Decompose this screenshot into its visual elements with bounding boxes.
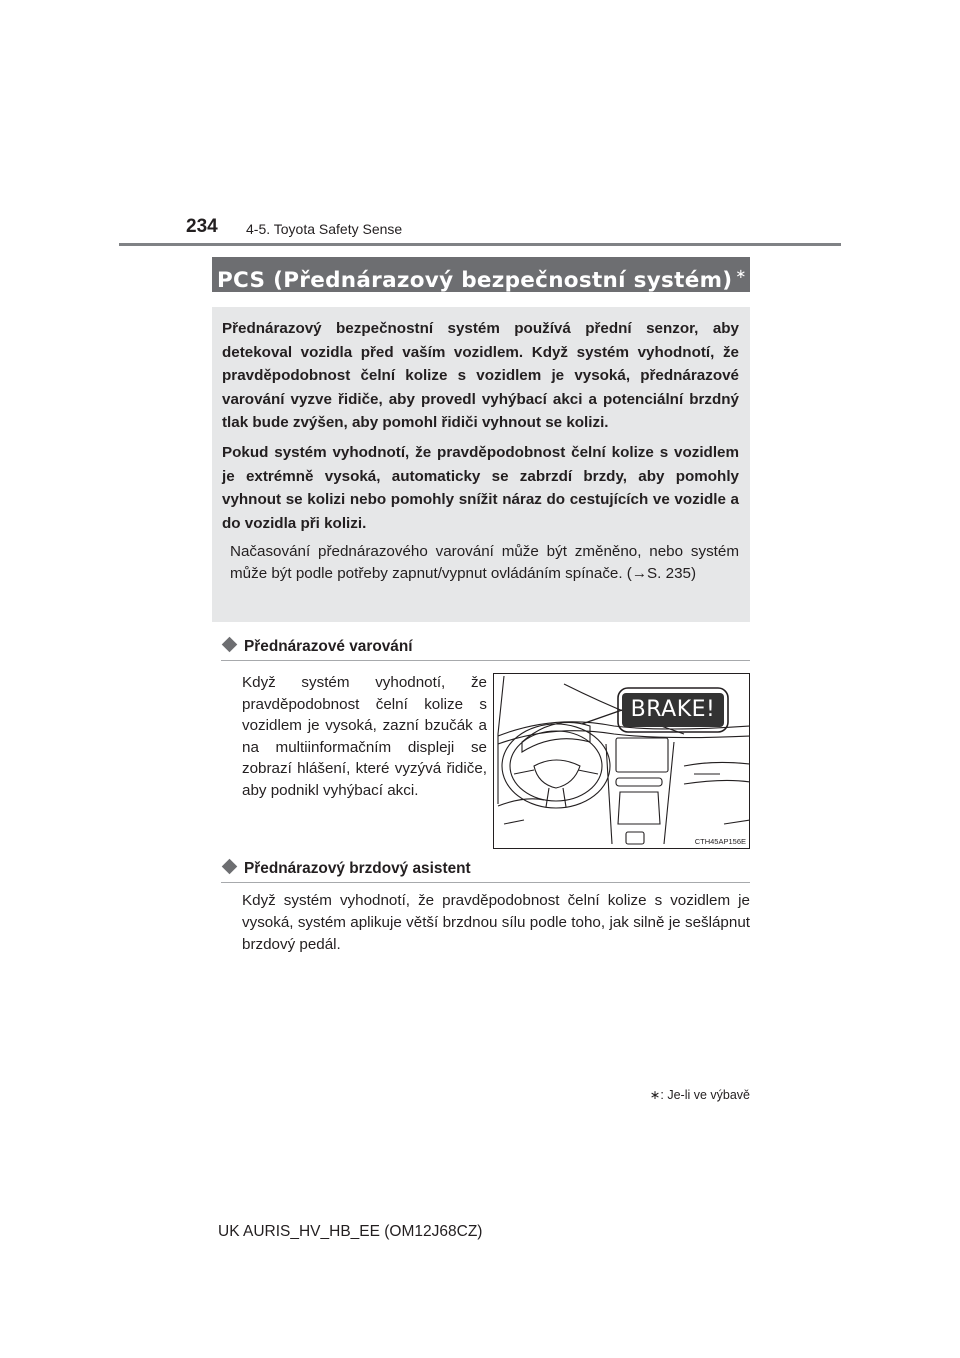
availability-footnote: ∗: Je-li ve výbavě [649, 1088, 750, 1102]
section-heading-brake-assist-text: Přednárazový brzdový asistent [244, 860, 471, 877]
section-body-brake-assist: Když systém vyhodnotí, že pravděpodobnost čelní kolize s vozidlem je vysoká, systém aplikuje větší brzdnou sílu podle toho, jak silně je sešlápnut brzdový pedál. [242, 892, 750, 953]
dashboard-illustration [493, 673, 750, 849]
page-number: 234 [186, 216, 218, 237]
section-rule-brake-assist [221, 882, 750, 883]
intro-note: Načasování přednárazového varování může být změněno, nebo systém může být podle potřeby zapnut/vypnut ovládáním spínače. (→S. 235) [230, 543, 739, 583]
diamond-bullet-icon [222, 859, 238, 875]
page-title-text: PCS (Přednárazový bezpečnostní systém) [217, 268, 733, 293]
section-header: 4-5. Toyota Safety Sense [246, 221, 403, 237]
illustration-code: CTH45AP156E [694, 837, 746, 846]
section-body-warning: Když systém vyhodnotí, že pravděpodobnost čelní kolize s vozidlem je vysoká, zazní bzučák a na multiinformačním displeji se zobrazí hlášení, které vyzývá řidiče, aby podnikl vyhýbací akci. [242, 674, 487, 799]
intro-paragraph-2: Pokud systém vyhodnotí, že pravděpodobnost čelní kolize s vozidlem je extrémně vysoká, automaticky se zabrzdí brzdy, aby pomohly vyhnout se kolizi nebo pomohly snížit náraz do cestujících ve vozidle a do vozidla při kolizi. [222, 443, 739, 532]
intro-box [212, 307, 750, 622]
availability-marker: ∗ [735, 267, 747, 282]
section-heading-warning [221, 638, 413, 656]
section-rule-warning [221, 660, 750, 661]
header-rule [119, 243, 841, 246]
diamond-bullet-icon [222, 637, 238, 653]
brake-warning-message: BRAKE! [622, 693, 724, 727]
intro-paragraph-1: Přednárazový bezpečnostní systém používá přední senzor, aby detekoval vozidla před vaším vozidlem. Když systém vyhodnotí, že pravděpodobnost čelní kolize s vozidlem je vysoká, přednárazové varování vyzve řidiče, aby provedl vyhýbací akci a potenciální brzdný tlak bude zvýšen, aby pomohl řidiči vyhnout se kolizi. [222, 320, 739, 432]
section-heading-warning-text: Přednárazové varování [244, 638, 413, 655]
manual-code: UK AURIS_HV_HB_EE (OM12J68CZ) [218, 1223, 483, 1240]
page-title [212, 257, 750, 292]
section-heading-brake-assist [221, 860, 471, 878]
